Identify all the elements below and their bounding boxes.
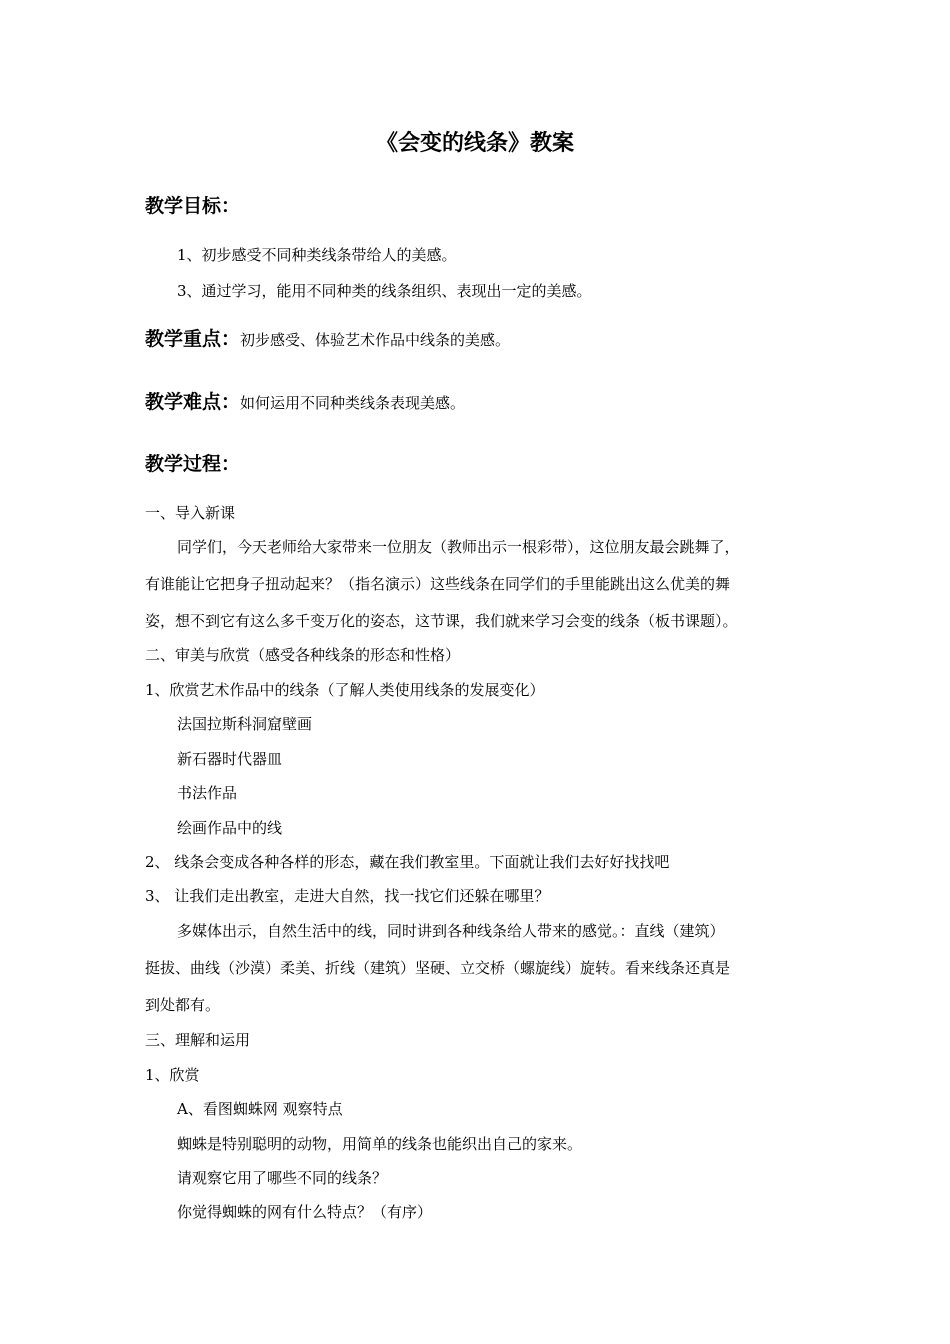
page-title: 《会变的线条》教案	[375, 130, 574, 156]
artwork-item: 法国拉斯科洞窟壁画	[177, 715, 313, 733]
paragraph-line: 到处都有。	[145, 996, 221, 1014]
list-item: 2、 线条会变成各种各样的形态，藏在我们教室里。下面就让我们去好好找找吧	[145, 853, 670, 871]
process-heading-label: 教学过程：	[145, 453, 241, 475]
paragraph-line: 挺拔、曲线（沙漠）柔美、折线（建筑）坚硬、立交桥（螺旋线）旋转。看来线条还真是	[145, 959, 731, 977]
key-point-heading: 教学重点：	[145, 328, 241, 350]
sub-item: A、看图蜘蛛网 观察特点	[177, 1100, 343, 1118]
process-heading	[145, 451, 240, 478]
objectives-heading	[145, 193, 240, 220]
paragraph-line: 你觉得蜘蛛的网有什么特点？（有序）	[177, 1203, 433, 1221]
section-title: 二、审美与欣赏（感受各种线条的形态和性格）	[145, 646, 461, 664]
artwork-item: 绘画作品中的线	[177, 819, 283, 837]
key-point-row	[145, 326, 510, 353]
objective-item: 3、通过学习，能用不同种类的线条组织、表现出一定的美感。	[177, 282, 592, 300]
list-item: 3、 让我们走出教室，走进大自然，找一找它们还躲在哪里？	[145, 887, 550, 905]
objective-item: 1、初步感受不同种类线条带给人的美感。	[177, 246, 457, 264]
difficulty-row	[145, 389, 465, 416]
difficulty-heading: 教学难点：	[145, 391, 241, 413]
paragraph-line: 多媒体出示，自然生活中的线，同时讲到各种线条给人带来的感觉。：直线（建筑）	[177, 922, 725, 940]
artwork-item: 新石器时代器皿	[177, 750, 283, 768]
artwork-item: 书法作品	[177, 784, 238, 802]
paragraph-line: 蜘蛛是特别聪明的动物，用简单的线条也能织出自己的家来。	[177, 1135, 583, 1153]
paragraph-line: 有谁能让它把身子扭动起来？（指名演示）这些线条在同学们的手里能跳出这么优美的舞	[145, 575, 731, 593]
list-item: 1、欣赏	[145, 1066, 200, 1084]
objectives-heading-label: 教学目标：	[145, 195, 241, 217]
section-title: 三、理解和运用	[145, 1031, 251, 1049]
paragraph-line: 同学们，今天老师给大家带来一位朋友（教师出示一根彩带），这位朋友最会跳舞了，	[177, 538, 740, 556]
paragraph-line: 姿，想不到它有这么多千变万化的姿态，这节课，我们就来学习会变的线条（板书课题）。	[145, 612, 738, 630]
paragraph-line: 请观察它用了哪些不同的线条？	[177, 1169, 388, 1187]
section-title: 一、导入新课	[145, 504, 236, 522]
list-item: 1、欣赏艺术作品中的线条（了解人类使用线条的发展变化）	[145, 681, 545, 699]
key-point-text: 初步感受、体验艺术作品中线条的美感。	[240, 331, 511, 349]
difficulty-text: 如何运用不同种类线条表现美感。	[240, 394, 466, 412]
